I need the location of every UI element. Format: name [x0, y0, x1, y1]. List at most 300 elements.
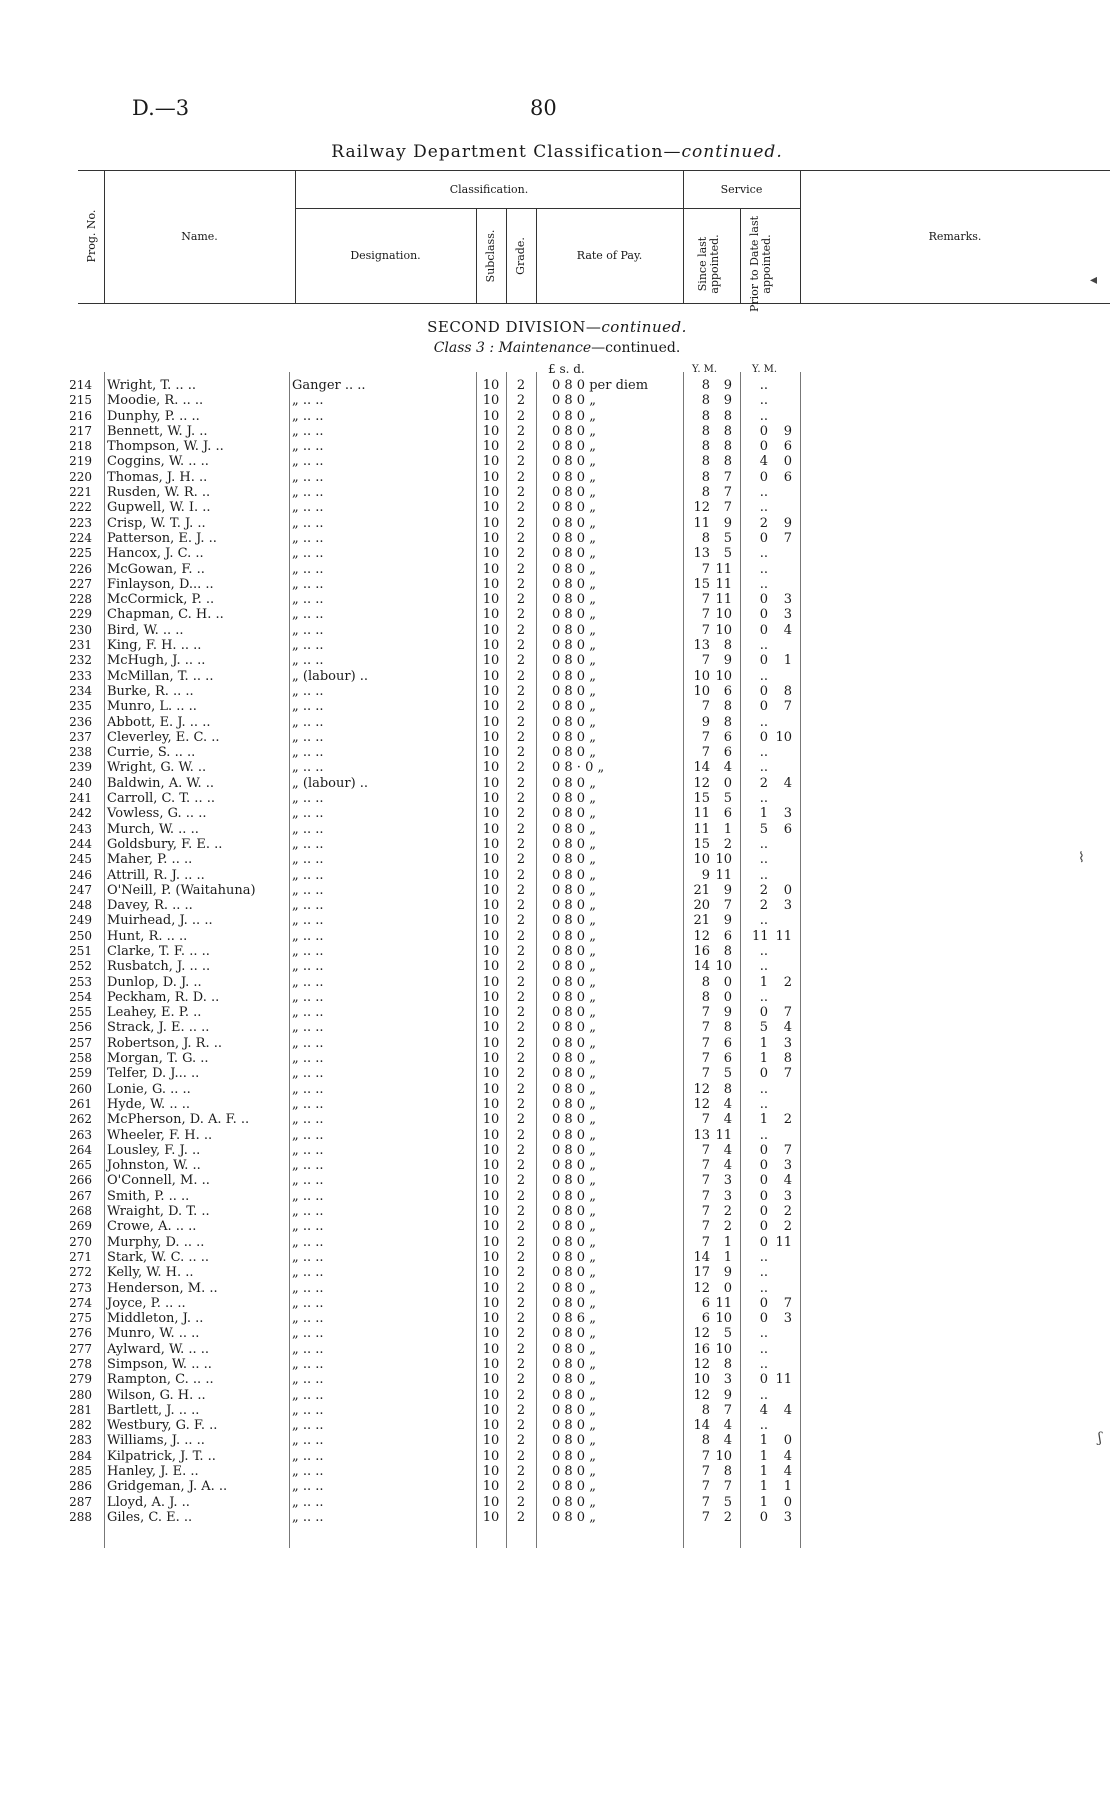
prog-no-cell: 259 — [69, 1066, 92, 1081]
rate-of-pay-cell: 0 8 0 „ — [552, 1464, 596, 1480]
table-row — [0, 776, 1114, 791]
grade-cell: 2 — [516, 745, 526, 761]
subclass-cell: 10 — [482, 714, 500, 730]
table-row — [0, 822, 1114, 837]
prog-no-cell: 249 — [69, 913, 92, 928]
prior-months-cell: 9 — [783, 423, 792, 439]
name-cell: Bartlett, J. .. .. — [107, 1402, 200, 1418]
prior-years-cell: .. — [759, 576, 768, 592]
designation-cell: „ .. .. — [292, 1142, 324, 1158]
since-months-cell: 4 — [723, 1418, 732, 1434]
table-row — [0, 1082, 1114, 1097]
grade-cell: 2 — [516, 1509, 526, 1525]
name-cell: Kelly, W. H. .. — [107, 1265, 194, 1281]
grade-cell: 2 — [516, 1158, 526, 1174]
rate-of-pay-cell: 0 8 0 „ — [552, 1295, 596, 1311]
rate-of-pay-cell: 0 8 · 0 „ — [552, 760, 605, 776]
rate-of-pay-cell: 0 8 0 „ — [552, 439, 596, 455]
name-cell: Wright, T. .. .. — [107, 378, 197, 393]
prior-months-cell: 7 — [783, 530, 792, 546]
prior-years-cell: .. — [759, 1418, 768, 1434]
prior-years-cell: .. — [759, 989, 768, 1005]
since-months-cell: 10 — [715, 1311, 732, 1327]
grade-cell: 2 — [516, 729, 526, 745]
prog-no-cell: 257 — [69, 1035, 92, 1050]
name-cell: Muirhead, J. .. .. — [107, 913, 213, 929]
prior-units: Y. M. — [752, 364, 778, 375]
since-months-cell: 10 — [715, 959, 732, 975]
prior-years-cell: 0 — [759, 729, 768, 745]
grade-cell: 2 — [516, 1295, 526, 1311]
subclass-cell: 10 — [482, 1096, 500, 1112]
prior-years-cell: 0 — [759, 592, 768, 608]
prior-years-cell: .. — [759, 1387, 768, 1403]
table-row — [0, 439, 1114, 454]
grade-cell: 2 — [516, 1173, 526, 1189]
subclass-cell: 10 — [482, 959, 500, 975]
rate-of-pay-cell: 0 8 0 „ — [552, 1173, 596, 1189]
since-years-cell: 7 — [701, 561, 710, 577]
grade-cell: 2 — [516, 699, 526, 715]
designation-cell: „ .. .. — [292, 1295, 324, 1311]
designation-cell: „ .. .. — [292, 469, 324, 485]
since-years-cell: 7 — [701, 1035, 710, 1051]
table-row — [0, 1510, 1114, 1525]
name-cell: Joyce, P. .. .. — [107, 1295, 186, 1311]
grade-cell: 2 — [516, 775, 526, 791]
prog-no-cell: 274 — [69, 1295, 92, 1310]
prog-no-cell: 286 — [69, 1479, 92, 1494]
prior-years-cell: .. — [759, 1280, 768, 1296]
subclass-cell: 10 — [482, 1204, 500, 1220]
designation-cell: „ .. .. — [292, 500, 324, 516]
prog-no-cell: 239 — [69, 760, 92, 775]
prior-months-cell: 3 — [783, 1311, 792, 1327]
rate-of-pay-cell: 0 8 0 „ — [552, 913, 596, 929]
table-row — [0, 669, 1114, 684]
prior-years-cell: 2 — [759, 515, 768, 531]
name-cell: McPherson, D. A. F. .. — [107, 1112, 250, 1128]
since-years-cell: 15 — [693, 791, 710, 807]
table-row — [0, 653, 1114, 668]
grade-cell: 2 — [516, 1433, 526, 1449]
prog-no-cell: 262 — [69, 1112, 92, 1127]
since-years-cell: 10 — [693, 683, 710, 699]
table-row — [0, 1051, 1114, 1066]
subclass-cell: 10 — [482, 469, 500, 485]
designation-cell: „ .. .. — [292, 1494, 324, 1510]
prior-months-cell: 2 — [783, 1204, 792, 1220]
grade-cell: 2 — [516, 867, 526, 883]
subclass-cell: 10 — [482, 1280, 500, 1296]
subclass-cell: 10 — [482, 1311, 500, 1327]
rate-of-pay-cell: 0 8 0 „ — [552, 821, 596, 837]
rate-of-pay-cell: 0 8 0 „ — [552, 546, 596, 562]
grade-cell: 2 — [516, 423, 526, 439]
rate-of-pay-cell: 0 8 0 „ — [552, 806, 596, 822]
col-name: Name. — [181, 230, 218, 243]
rate-of-pay-cell: 0 8 0 „ — [552, 576, 596, 592]
since-months-cell: 11 — [715, 1127, 732, 1143]
prior-years-cell: 0 — [759, 1204, 768, 1220]
document-reference: D.—3 — [132, 96, 190, 120]
prior-years-cell: .. — [759, 852, 768, 868]
class-suffix: —continued. — [591, 340, 681, 356]
prog-no-cell: 285 — [69, 1464, 92, 1479]
designation-cell: „ .. .. — [292, 1204, 324, 1220]
prog-no-cell: 245 — [69, 852, 92, 867]
rate-of-pay-cell: 0 8 0 „ — [552, 1234, 596, 1250]
since-months-cell: 8 — [723, 714, 732, 730]
subclass-cell: 10 — [482, 1357, 500, 1372]
prog-no-cell: 264 — [69, 1142, 92, 1157]
since-years-cell: 8 — [701, 974, 710, 990]
grade-cell: 2 — [516, 622, 526, 638]
table-row — [0, 760, 1114, 775]
designation-cell: „ .. .. — [292, 1433, 324, 1449]
name-cell: Robertson, J. R. .. — [107, 1035, 222, 1051]
prior-years-cell: .. — [759, 378, 768, 393]
name-cell: Williams, J. .. .. — [107, 1433, 205, 1449]
prog-no-cell: 217 — [69, 423, 92, 438]
grade-cell: 2 — [516, 1035, 526, 1051]
prior-years-cell: .. — [759, 546, 768, 562]
since-years-cell: 10 — [693, 852, 710, 868]
prior-years-cell: 0 — [759, 1295, 768, 1311]
table-row — [0, 1464, 1114, 1479]
prior-years-cell: 0 — [759, 1066, 768, 1082]
prior-years-cell: 0 — [759, 622, 768, 638]
grade-cell: 2 — [516, 1005, 526, 1021]
subclass-cell: 10 — [482, 1051, 500, 1067]
designation-cell: „ .. .. — [292, 760, 324, 776]
table-row — [0, 715, 1114, 730]
designation-cell: „ .. .. — [292, 561, 324, 577]
since-months-cell: 10 — [715, 607, 732, 623]
prior-months-cell: 2 — [783, 1112, 792, 1128]
since-months-cell: 9 — [723, 1387, 732, 1403]
rate-of-pay-cell: 0 8 0 „ — [552, 1081, 596, 1097]
since-months-cell: 3 — [723, 1188, 732, 1204]
designation-cell: „ .. .. — [292, 714, 324, 730]
prog-no-cell: 215 — [69, 393, 92, 408]
name-cell: Maher, P. .. .. — [107, 852, 193, 868]
subclass-cell: 10 — [482, 1020, 500, 1036]
prior-months-cell: 8 — [783, 1051, 792, 1067]
rate-of-pay-cell: 0 8 0 „ — [552, 1341, 596, 1357]
since-months-cell: 9 — [723, 515, 732, 531]
table-row — [0, 990, 1114, 1005]
designation-cell: „ .. .. — [292, 1464, 324, 1480]
since-months-cell: 4 — [723, 1142, 732, 1158]
since-years-cell: 7 — [701, 1494, 710, 1510]
prior-years-cell: 5 — [759, 1020, 768, 1036]
since-years-cell: 6 — [701, 1295, 710, 1311]
prog-no-cell: 230 — [69, 622, 92, 637]
grade-cell: 2 — [516, 1112, 526, 1128]
table-row — [0, 1433, 1114, 1448]
rate-of-pay-cell: 0 8 0 „ — [552, 745, 596, 761]
prog-no-cell: 244 — [69, 836, 92, 851]
table-row — [0, 684, 1114, 699]
designation-cell: „ .. .. — [292, 928, 324, 944]
name-cell: Hyde, W. .. .. — [107, 1096, 190, 1112]
rate-of-pay-cell: 0 8 0 „ — [552, 1509, 596, 1525]
prior-years-cell: 0 — [759, 1188, 768, 1204]
table-row — [0, 1005, 1114, 1020]
prog-no-cell: 240 — [69, 775, 92, 790]
grade-cell: 2 — [516, 1311, 526, 1327]
rate-of-pay-cell: 0 8 0 „ — [552, 683, 596, 699]
designation-cell: „ .. .. — [292, 1127, 324, 1143]
subclass-cell: 10 — [482, 913, 500, 929]
prior-years-cell: .. — [759, 714, 768, 730]
col-grade: Grade. — [514, 237, 527, 275]
designation-cell: „ .. .. — [292, 821, 324, 837]
prior-months-cell: 0 — [783, 454, 792, 470]
since-months-cell: 4 — [723, 1158, 732, 1174]
since-months-cell: 3 — [723, 1173, 732, 1189]
designation-cell: „ .. .. — [292, 1234, 324, 1250]
rate-of-pay-cell: 0 8 0 „ — [552, 974, 596, 990]
since-months-cell: 6 — [723, 683, 732, 699]
table-row — [0, 638, 1114, 653]
name-cell: McGowan, F. .. — [107, 561, 205, 577]
prog-no-cell: 250 — [69, 928, 92, 943]
since-years-cell: 8 — [701, 454, 710, 470]
subclass-cell: 10 — [482, 485, 500, 501]
prog-no-cell: 276 — [69, 1326, 92, 1341]
since-months-cell: 9 — [723, 882, 732, 898]
subclass-cell: 10 — [482, 1234, 500, 1250]
since-months-cell: 2 — [723, 836, 732, 852]
prior-years-cell: 0 — [759, 469, 768, 485]
name-cell: Goldsbury, F. E. .. — [107, 836, 223, 852]
name-cell: McHugh, J. .. .. — [107, 653, 206, 669]
name-cell: Stark, W. C. .. .. — [107, 1249, 210, 1265]
prior-years-cell: 1 — [759, 1051, 768, 1067]
prog-no-cell: 263 — [69, 1127, 92, 1142]
grade-cell: 2 — [516, 393, 526, 409]
prior-years-cell: 1 — [759, 1494, 768, 1510]
rate-of-pay-cell: 0 8 0 „ — [552, 1020, 596, 1036]
rate-of-pay-cell: 0 8 0 „ — [552, 1265, 596, 1281]
since-years-cell: 8 — [701, 393, 710, 409]
rate-of-pay-cell: 0 8 0 „ — [552, 943, 596, 959]
since-months-cell: 7 — [723, 485, 732, 501]
name-cell: McCormick, P. .. — [107, 592, 215, 608]
since-months-cell: 1 — [723, 1234, 732, 1250]
prog-no-cell: 222 — [69, 500, 92, 515]
grade-cell: 2 — [516, 821, 526, 837]
subclass-cell: 10 — [482, 1509, 500, 1525]
name-cell: Westbury, G. F. .. — [107, 1418, 218, 1434]
prog-no-cell: 269 — [69, 1219, 92, 1234]
table-row — [0, 1479, 1114, 1494]
since-months-cell: 10 — [715, 1448, 732, 1464]
table-row — [0, 1189, 1114, 1204]
rate-of-pay-cell: 0 8 0 „ — [552, 1112, 596, 1128]
since-months-cell: 11 — [715, 592, 732, 608]
grade-cell: 2 — [516, 852, 526, 868]
classification-table-body — [0, 378, 1114, 1525]
rate-of-pay-cell: 0 8 0 „ — [552, 668, 596, 684]
subclass-cell: 10 — [482, 943, 500, 959]
grade-cell: 2 — [516, 408, 526, 424]
prior-months-cell: 11 — [775, 928, 792, 944]
prog-no-cell: 238 — [69, 745, 92, 760]
rate-of-pay-cell: 0 8 0 „ — [552, 1158, 596, 1174]
prior-months-cell: 4 — [783, 775, 792, 791]
grade-cell: 2 — [516, 806, 526, 822]
since-years-cell: 7 — [701, 1158, 710, 1174]
prior-years-cell: .. — [759, 408, 768, 424]
designation-cell: „ (labour) .. — [292, 775, 369, 791]
prog-no-cell: 275 — [69, 1311, 92, 1326]
prior-months-cell: 2 — [783, 974, 792, 990]
rate-of-pay-cell: 0 8 0 „ — [552, 1249, 596, 1265]
since-months-cell: 8 — [723, 1020, 732, 1036]
since-years-cell: 11 — [693, 806, 710, 822]
since-years-cell: 12 — [693, 775, 710, 791]
prog-no-cell: 225 — [69, 546, 92, 561]
prior-years-cell: 0 — [759, 699, 768, 715]
grade-cell: 2 — [516, 882, 526, 898]
subclass-cell: 10 — [482, 500, 500, 516]
prior-years-cell: .. — [759, 1265, 768, 1281]
prior-months-cell: 1 — [783, 653, 792, 669]
name-cell: Dunlop, D. J. .. — [107, 974, 202, 990]
subclass-cell: 10 — [482, 791, 500, 807]
rate-of-pay-cell: 0 8 6 „ — [552, 1311, 596, 1327]
col-rule-4 — [506, 208, 507, 303]
subclass-cell: 10 — [482, 454, 500, 470]
designation-cell: „ .. .. — [292, 423, 324, 439]
name-cell: Coggins, W. .. .. — [107, 454, 209, 470]
subclass-cell: 10 — [482, 638, 500, 654]
grade-cell: 2 — [516, 378, 526, 393]
prior-years-cell: .. — [759, 1357, 768, 1372]
since-months-cell: 11 — [715, 1295, 732, 1311]
designation-cell: „ .. .. — [292, 1158, 324, 1174]
prior-years-cell: 11 — [752, 928, 769, 944]
col-classification: Classification. — [449, 182, 529, 196]
prior-years-cell: .. — [759, 393, 768, 409]
since-years-cell: 7 — [701, 607, 710, 623]
name-cell: Lloyd, A. J. .. — [107, 1494, 190, 1510]
since-years-cell: 15 — [693, 576, 710, 592]
name-cell: Hanley, J. E. .. — [107, 1464, 199, 1480]
name-cell: Rusden, W. R. .. — [107, 485, 211, 501]
prog-no-cell: 237 — [69, 729, 92, 744]
grade-cell: 2 — [516, 1081, 526, 1097]
since-years-cell: 7 — [701, 1142, 710, 1158]
prior-years-cell: .. — [759, 1249, 768, 1265]
since-years-cell: 7 — [701, 653, 710, 669]
subclass-cell: 10 — [482, 1173, 500, 1189]
since-months-cell: 5 — [723, 1494, 732, 1510]
prog-no-cell: 281 — [69, 1402, 92, 1417]
since-months-cell: 0 — [723, 775, 732, 791]
prior-months-cell: 0 — [783, 1494, 792, 1510]
rate-of-pay-cell: 0 8 0 „ — [552, 1005, 596, 1021]
name-cell: Giles, C. E. .. — [107, 1509, 193, 1525]
name-cell: O'Connell, M. .. — [107, 1173, 210, 1189]
rate-of-pay-cell: 0 8 0 „ — [552, 408, 596, 424]
since-years-cell: 7 — [701, 592, 710, 608]
name-cell: Finlayson, D... .. — [107, 576, 214, 592]
since-years-cell: 13 — [693, 546, 710, 562]
subclass-cell: 10 — [482, 729, 500, 745]
rate-of-pay-cell: 0 8 0 „ — [552, 1372, 596, 1388]
col-remarks: Remarks. — [928, 230, 982, 243]
prior-years-cell: 0 — [759, 423, 768, 439]
designation-cell: „ .. .. — [292, 1372, 324, 1388]
grade-cell: 2 — [516, 561, 526, 577]
prior-years-cell: .. — [759, 561, 768, 577]
grade-cell: 2 — [516, 1387, 526, 1403]
designation-cell: „ .. .. — [292, 653, 324, 669]
col-rule-7 — [740, 208, 741, 303]
table-row — [0, 730, 1114, 745]
col-designation: Designation. — [350, 249, 421, 262]
prior-years-cell: 5 — [759, 821, 768, 837]
grade-cell: 2 — [516, 1464, 526, 1480]
since-years-cell: 7 — [701, 1005, 710, 1021]
since-years-cell: 12 — [693, 1387, 710, 1403]
subclass-cell: 10 — [482, 378, 500, 393]
subclass-cell: 10 — [482, 1326, 500, 1342]
subclass-cell: 10 — [482, 1433, 500, 1449]
designation-cell: „ .. .. — [292, 882, 324, 898]
table-row — [0, 975, 1114, 990]
rate-of-pay-cell: 0 8 0 „ — [552, 959, 596, 975]
prior-months-cell: 9 — [783, 515, 792, 531]
prog-no-cell: 268 — [69, 1204, 92, 1219]
table-row — [0, 1036, 1114, 1051]
prog-no-cell: 241 — [69, 791, 92, 806]
prog-no-cell: 220 — [69, 469, 92, 484]
name-cell: Crowe, A. .. .. — [107, 1219, 197, 1235]
since-months-cell: 7 — [723, 1402, 732, 1418]
table-row — [0, 1418, 1114, 1433]
table-row — [0, 1372, 1114, 1387]
table-row — [0, 1128, 1114, 1143]
division-title — [0, 318, 1114, 336]
prior-years-cell: .. — [759, 1326, 768, 1342]
since-years-cell: 13 — [693, 1127, 710, 1143]
prog-no-cell: 224 — [69, 530, 92, 545]
designation-cell: „ .. .. — [292, 1479, 324, 1495]
prior-months-cell: 11 — [775, 1372, 792, 1388]
subclass-cell: 10 — [482, 1265, 500, 1281]
since-months-cell: 6 — [723, 928, 732, 944]
subclass-cell: 10 — [482, 745, 500, 761]
table-row — [0, 913, 1114, 928]
name-cell: Wheeler, F. H. .. — [107, 1127, 213, 1143]
since-years-cell: 8 — [701, 485, 710, 501]
designation-cell: „ .. .. — [292, 989, 324, 1005]
table-row — [0, 868, 1114, 883]
designation-cell: „ .. .. — [292, 1357, 324, 1372]
prog-no-cell: 282 — [69, 1418, 92, 1433]
table-row — [0, 1265, 1114, 1280]
grade-cell: 2 — [516, 1265, 526, 1281]
grade-cell: 2 — [516, 1051, 526, 1067]
subclass-cell: 10 — [482, 821, 500, 837]
name-cell: McMillan, T. .. .. — [107, 668, 214, 684]
since-months-cell: 4 — [723, 1096, 732, 1112]
